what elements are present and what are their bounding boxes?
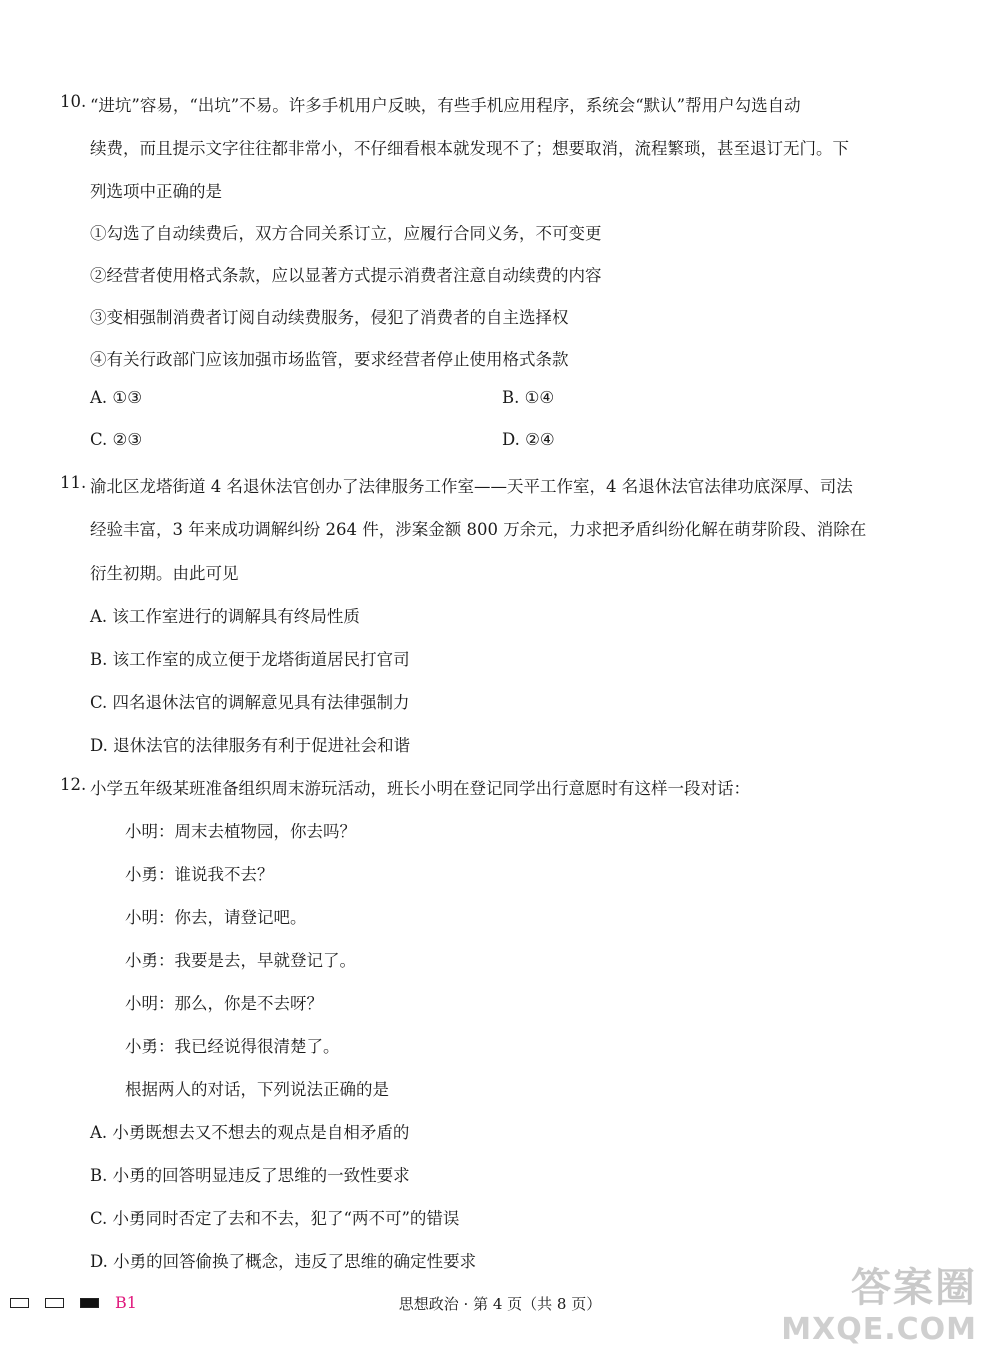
statement-2: ②经营者使用格式条款，应以显著方式提示消费者注意自动续费的内容 — [90, 266, 602, 285]
option-c: C. ②③ — [90, 430, 143, 449]
option-a: A. 小勇既想去又不想去的观点是自相矛盾的 — [90, 1123, 410, 1142]
statement-4: ④有关行政部门应该加强市场监管，要求经营者停止使用格式条款 — [90, 350, 569, 369]
option-a: A. ①③ — [90, 388, 142, 407]
question-number: 10. — [60, 92, 87, 111]
option-c: C. 四名退休法官的调解意见具有法律强制力 — [90, 693, 410, 712]
watermark — [781, 1256, 982, 1356]
dialogue-line: 小明：周末去植物园，你去吗？ — [125, 822, 356, 841]
statement-1: ①勾选了自动续费后，双方合同关系订立，应履行合同义务，不可变更 — [90, 224, 602, 243]
paper-code: B1 — [115, 1293, 137, 1312]
question-number: 12. — [60, 775, 87, 794]
option-a: A. 该工作室进行的调解具有终局性质 — [90, 607, 360, 626]
question-number: 11. — [60, 473, 87, 492]
option-d: D. 退休法官的法律服务有利于促进社会和谐 — [90, 736, 411, 755]
option-b: B. ①④ — [502, 388, 555, 407]
statement-3: ③变相强制消费者订阅自动续费服务，侵犯了消费者的自主选择权 — [90, 308, 569, 327]
dialogue-line: 小勇：我已经说得很清楚了。 — [125, 1037, 340, 1056]
dialogue-line: 小勇：谁说我不去？ — [125, 865, 274, 884]
watermark-logo: 答案圈 — [851, 1265, 977, 1311]
dialogue-line: 小明：那么，你是不去呀？ — [125, 994, 323, 1013]
option-b: B. 小勇的回答明显违反了思维的一致性要求 — [90, 1166, 410, 1185]
question-stem-line: “进坑”容易，“出坑”不易。许多手机用户反映，有些手机应用程序，系统会“默认”帮用户勾选自动 — [90, 96, 801, 115]
dialogue-line: 小勇：我要是去，早就登记了。 — [125, 951, 356, 970]
question-stem-line: 续费，而且提示文字往往都非常小，不仔细看根本就发现不了；想要取消，流程繁琐，甚至退订无门。下 — [90, 139, 849, 158]
question-stem-line: 小学五年级某班准备组织周末游玩活动，班长小明在登记同学出行意愿时有这样一段对话： — [90, 779, 750, 798]
question-stem-line: 经验丰富，3 年来成功调解纠纷 264 件，涉案金额 800 万余元，力求把矛盾纠纷化解在萌芽阶段、消除在 — [90, 520, 867, 539]
question-stem-line: 渝北区龙塔街道 4 名退休法官创办了法律服务工作室——天平工作室，4 名退休法官法律功底深厚、司法 — [90, 477, 853, 496]
watermark-url: MXQE.COM — [781, 1312, 977, 1347]
question-stem-line: 列选项中正确的是 — [90, 182, 222, 201]
option-c: C. 小勇同时否定了去和不去，犯了“两不可”的错误 — [90, 1209, 460, 1228]
dialogue-line: 小明：你去，请登记吧。 — [125, 908, 307, 927]
option-d: D. ②④ — [502, 430, 555, 449]
page-number: 思想政治 · 第 4 页（共 8 页） — [398, 1295, 602, 1313]
option-b: B. 该工作室的成立便于龙塔街道居民打官司 — [90, 650, 410, 669]
question-prompt: 根据两人的对话，下列说法正确的是 — [125, 1080, 389, 1099]
question-stem-line: 衍生初期。由此可见 — [90, 564, 239, 583]
option-d: D. 小勇的回答偷换了概念，违反了思维的确定性要求 — [90, 1252, 477, 1271]
